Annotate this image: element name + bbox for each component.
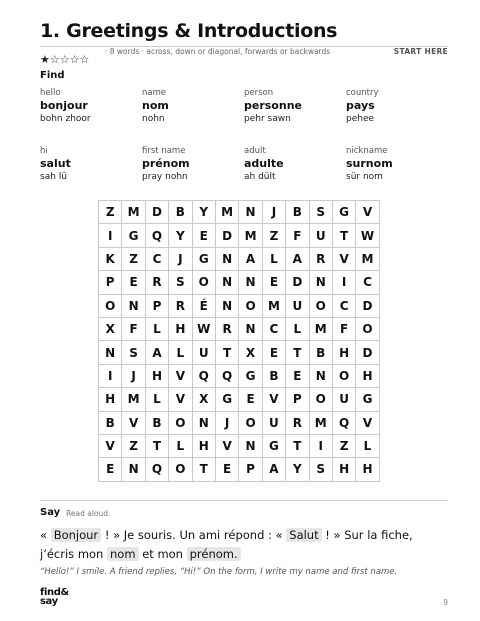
- grid-cell[interactable]: O: [309, 388, 332, 411]
- grid-cell[interactable]: N: [239, 271, 262, 294]
- vocab-pronunciation: pehr sawn: [244, 114, 291, 124]
- grid-cell[interactable]: L: [145, 317, 168, 340]
- vocab-french: nom: [142, 99, 169, 112]
- grid-cell[interactable]: D: [356, 341, 379, 364]
- grid-cell[interactable]: F: [286, 224, 309, 247]
- grid-cell[interactable]: S: [169, 271, 192, 294]
- vocab-french: surnom: [346, 157, 393, 170]
- grid-cell[interactable]: O: [309, 294, 332, 317]
- grid-row: [99, 434, 380, 457]
- vocab-english: adult: [244, 146, 266, 156]
- grid-row: [99, 247, 380, 270]
- grid-cell[interactable]: B: [262, 364, 285, 387]
- grid-cell[interactable]: D: [215, 224, 238, 247]
- grid-cell[interactable]: G: [215, 388, 238, 411]
- grid-cell[interactable]: F: [122, 317, 145, 340]
- grid-cell[interactable]: A: [286, 247, 309, 270]
- grid-cell[interactable]: L: [169, 341, 192, 364]
- vocab-french: salut: [40, 157, 71, 170]
- grid-cell[interactable]: O: [239, 294, 262, 317]
- grid-cell[interactable]: M: [239, 224, 262, 247]
- page-number: 9: [443, 598, 448, 607]
- grid-cell[interactable]: H: [99, 388, 122, 411]
- grid-cell[interactable]: N: [122, 458, 145, 481]
- grid-cell[interactable]: Y: [169, 224, 192, 247]
- grid-cell[interactable]: H: [169, 317, 192, 340]
- grid-cell[interactable]: L: [286, 317, 309, 340]
- grid-row: [99, 364, 380, 387]
- grid-cell[interactable]: M: [309, 411, 332, 434]
- vocab-english: person: [244, 88, 274, 98]
- vocab-pronunciation: pray nohn: [142, 172, 188, 182]
- grid-cell[interactable]: T: [286, 341, 309, 364]
- grid-row: [99, 388, 380, 411]
- grid-cell[interactable]: G: [192, 247, 215, 270]
- grid-cell[interactable]: L: [262, 247, 285, 270]
- brand-logo: [40, 588, 69, 606]
- grid-row: [99, 224, 380, 247]
- vocab-item: [244, 88, 346, 132]
- vocab-item: [40, 146, 142, 190]
- grid-cell[interactable]: I: [99, 224, 122, 247]
- grid-cell[interactable]: H: [356, 364, 379, 387]
- grid-cell[interactable]: E: [122, 271, 145, 294]
- grid-cell[interactable]: O: [192, 271, 215, 294]
- vocab-item: [346, 88, 448, 132]
- grid-cell[interactable]: Q: [145, 224, 168, 247]
- grid-cell[interactable]: W: [192, 317, 215, 340]
- difficulty-stars: ★☆☆☆☆: [40, 53, 90, 66]
- grid-cell[interactable]: G: [262, 434, 285, 457]
- grid-cell[interactable]: J: [262, 201, 285, 224]
- grid-cell[interactable]: N: [239, 201, 262, 224]
- grid-cell[interactable]: B: [145, 411, 168, 434]
- grid-cell[interactable]: N: [192, 411, 215, 434]
- grid-cell[interactable]: Q: [192, 364, 215, 387]
- vocab-pronunciation: sür nom: [346, 172, 383, 182]
- grid-cell[interactable]: Q: [332, 411, 355, 434]
- grid-cell[interactable]: N: [122, 294, 145, 317]
- grid-cell[interactable]: E: [192, 224, 215, 247]
- grid-cell[interactable]: Q: [145, 458, 168, 481]
- grid-cell[interactable]: N: [215, 247, 238, 270]
- grid-cell[interactable]: A: [262, 458, 285, 481]
- grid-cell[interactable]: M: [356, 247, 379, 270]
- grid-cell[interactable]: D: [145, 201, 168, 224]
- vocab-pronunciation: bohn zhoor: [40, 114, 91, 124]
- grid-cell[interactable]: O: [332, 364, 355, 387]
- grid-cell[interactable]: X: [99, 317, 122, 340]
- grid-cell[interactable]: E: [262, 341, 285, 364]
- grid-cell[interactable]: G: [332, 201, 355, 224]
- vocab-french: personne: [244, 99, 302, 112]
- grid-cell[interactable]: L: [356, 434, 379, 457]
- say-heading: Say: [40, 507, 61, 518]
- grid-cell[interactable]: B: [309, 341, 332, 364]
- french-passage: [40, 526, 450, 564]
- grid-cell[interactable]: E: [99, 458, 122, 481]
- vocab-english: hello: [40, 88, 61, 98]
- grid-cell[interactable]: J: [169, 247, 192, 270]
- find-heading: Find: [40, 70, 65, 81]
- grid-cell[interactable]: B: [286, 201, 309, 224]
- highlighted-word: Bonjour: [51, 528, 101, 542]
- grid-cell[interactable]: H: [332, 458, 355, 481]
- grid-row: [99, 271, 380, 294]
- vocab-french: pays: [346, 99, 375, 112]
- grid-cell[interactable]: N: [99, 341, 122, 364]
- grid-cell[interactable]: G: [239, 364, 262, 387]
- vocab-item: [346, 146, 448, 190]
- vocab-pronunciation: pehee: [346, 114, 375, 124]
- grid-cell[interactable]: M: [122, 388, 145, 411]
- grid-cell[interactable]: R: [145, 271, 168, 294]
- grid-cell[interactable]: N: [309, 271, 332, 294]
- grid-cell[interactable]: O: [356, 317, 379, 340]
- grid-cell[interactable]: B: [169, 201, 192, 224]
- grid-cell[interactable]: É: [192, 294, 215, 317]
- grid-cell[interactable]: N: [309, 364, 332, 387]
- highlighted-word: Salut: [286, 528, 321, 542]
- grid-cell[interactable]: X: [192, 388, 215, 411]
- grid-cell[interactable]: H: [332, 341, 355, 364]
- grid-cell[interactable]: V: [215, 434, 238, 457]
- vocab-french: bonjour: [40, 99, 88, 112]
- grid-cell[interactable]: M: [309, 317, 332, 340]
- grid-cell[interactable]: U: [192, 341, 215, 364]
- grid-cell[interactable]: S: [309, 458, 332, 481]
- say-instruction: Read aloud.: [66, 509, 111, 518]
- vocab-pronunciation: ah dült: [244, 172, 276, 182]
- grid-cell[interactable]: N: [215, 271, 238, 294]
- grid-cell[interactable]: K: [99, 247, 122, 270]
- grid-cell[interactable]: P: [239, 458, 262, 481]
- grid-cell[interactable]: H: [356, 458, 379, 481]
- grid-cell[interactable]: P: [99, 271, 122, 294]
- vocab-list: [40, 88, 448, 190]
- grid-cell[interactable]: H: [192, 434, 215, 457]
- grid-cell[interactable]: J: [122, 364, 145, 387]
- puzzle-meta: · 8 words · across, down or diagonal, forwards or backwards: [105, 47, 331, 56]
- grid-cell[interactable]: I: [99, 364, 122, 387]
- grid-cell[interactable]: S: [309, 201, 332, 224]
- grid-cell[interactable]: V: [262, 388, 285, 411]
- grid-cell[interactable]: J: [215, 411, 238, 434]
- vocab-item: [142, 146, 244, 190]
- grid-cell[interactable]: C: [262, 317, 285, 340]
- grid-cell[interactable]: I: [309, 434, 332, 457]
- grid-cell[interactable]: U: [262, 411, 285, 434]
- grid-cell[interactable]: V: [356, 411, 379, 434]
- grid-cell[interactable]: T: [332, 224, 355, 247]
- grid-cell[interactable]: S: [122, 341, 145, 364]
- grid-cell[interactable]: A: [145, 341, 168, 364]
- grid-row: [99, 458, 380, 481]
- grid-cell[interactable]: N: [239, 317, 262, 340]
- grid-cell[interactable]: Z: [332, 434, 355, 457]
- grid-cell[interactable]: L: [169, 434, 192, 457]
- grid-cell[interactable]: U: [286, 294, 309, 317]
- grid-cell[interactable]: G: [122, 224, 145, 247]
- vocab-english: hi: [40, 146, 48, 156]
- grid-cell[interactable]: V: [99, 434, 122, 457]
- grid-cell[interactable]: Z: [99, 201, 122, 224]
- vocab-english: nickname: [346, 146, 388, 156]
- grid-cell[interactable]: Y: [192, 201, 215, 224]
- vocab-pronunciation: nohn: [142, 114, 165, 124]
- grid-cell[interactable]: C: [145, 247, 168, 270]
- grid-row: [99, 411, 380, 434]
- grid-cell[interactable]: M: [215, 201, 238, 224]
- grid-cell[interactable]: E: [262, 271, 285, 294]
- grid-cell[interactable]: O: [99, 294, 122, 317]
- vocab-pronunciation: sah lü: [40, 172, 67, 182]
- grid-cell[interactable]: B: [99, 411, 122, 434]
- grid-cell[interactable]: T: [192, 458, 215, 481]
- grid-row: [99, 294, 380, 317]
- grid-cell[interactable]: U: [309, 224, 332, 247]
- grid-cell[interactable]: P: [145, 294, 168, 317]
- grid-cell[interactable]: T: [286, 434, 309, 457]
- grid-cell[interactable]: V: [122, 411, 145, 434]
- grid-cell[interactable]: A: [239, 247, 262, 270]
- grid-cell[interactable]: V: [169, 388, 192, 411]
- english-translation: “Hello!” I smile. A friend replies, “Hi!” On the form, I write my name and first name.: [40, 567, 398, 577]
- passage-text: ! » Je souris. Un ami répond : «: [101, 528, 287, 542]
- logo-line: say: [40, 596, 58, 607]
- vocab-french: prénom: [142, 157, 190, 170]
- grid-cell[interactable]: O: [239, 411, 262, 434]
- grid-cell[interactable]: V: [332, 247, 355, 270]
- grid-cell[interactable]: D: [286, 271, 309, 294]
- vocab-english: name: [142, 88, 167, 98]
- logo-line: find&: [40, 587, 69, 598]
- grid-cell[interactable]: Y: [286, 458, 309, 481]
- start-here-label: START HERE: [393, 47, 448, 56]
- grid-cell[interactable]: H: [145, 364, 168, 387]
- word-search-grid: [98, 200, 380, 482]
- grid-cell[interactable]: O: [169, 411, 192, 434]
- highlighted-word: nom: [107, 547, 139, 561]
- grid-cell[interactable]: T: [145, 434, 168, 457]
- vocab-item: [142, 88, 244, 132]
- grid-cell[interactable]: R: [286, 411, 309, 434]
- grid-cell[interactable]: M: [262, 294, 285, 317]
- grid-cell[interactable]: Z: [122, 247, 145, 270]
- grid-cell[interactable]: E: [215, 458, 238, 481]
- grid-cell[interactable]: C: [332, 294, 355, 317]
- grid-cell[interactable]: L: [145, 388, 168, 411]
- grid-cell[interactable]: X: [239, 341, 262, 364]
- grid-row: [99, 317, 380, 340]
- vocab-french: adulte: [244, 157, 284, 170]
- grid-cell[interactable]: R: [309, 247, 332, 270]
- passage-text: et mon: [138, 547, 187, 561]
- grid-cell[interactable]: V: [169, 364, 192, 387]
- grid-cell[interactable]: C: [356, 271, 379, 294]
- grid-cell[interactable]: N: [239, 434, 262, 457]
- grid-cell[interactable]: N: [215, 294, 238, 317]
- grid-cell[interactable]: W: [356, 224, 379, 247]
- grid-cell[interactable]: D: [356, 294, 379, 317]
- section-divider: [40, 500, 448, 501]
- grid-cell[interactable]: O: [169, 458, 192, 481]
- grid-cell[interactable]: T: [215, 341, 238, 364]
- page-title: 1. Greetings & Introductions: [40, 20, 338, 42]
- grid-cell[interactable]: G: [356, 388, 379, 411]
- highlighted-word: prénom.: [187, 547, 241, 561]
- grid-cell[interactable]: R: [215, 317, 238, 340]
- vocab-item: [40, 88, 142, 132]
- grid-cell[interactable]: P: [286, 388, 309, 411]
- vocab-english: country: [346, 88, 379, 98]
- grid-row: [99, 201, 380, 224]
- passage-text: «: [40, 528, 51, 542]
- grid-cell[interactable]: U: [332, 388, 355, 411]
- grid-cell[interactable]: I: [332, 271, 355, 294]
- vocab-english: first name: [142, 146, 186, 156]
- passage-text: ! » Sur la fiche, j’écris mon: [40, 528, 413, 561]
- grid-cell[interactable]: Q: [215, 364, 238, 387]
- grid-cell[interactable]: M: [122, 201, 145, 224]
- grid-cell[interactable]: Z: [262, 224, 285, 247]
- grid-cell[interactable]: V: [356, 201, 379, 224]
- grid-cell[interactable]: R: [169, 294, 192, 317]
- grid-cell[interactable]: F: [332, 317, 355, 340]
- vocab-item: [244, 146, 346, 190]
- grid-cell[interactable]: E: [286, 364, 309, 387]
- grid-row: [99, 341, 380, 364]
- grid-cell[interactable]: E: [239, 388, 262, 411]
- grid-cell[interactable]: Z: [122, 434, 145, 457]
